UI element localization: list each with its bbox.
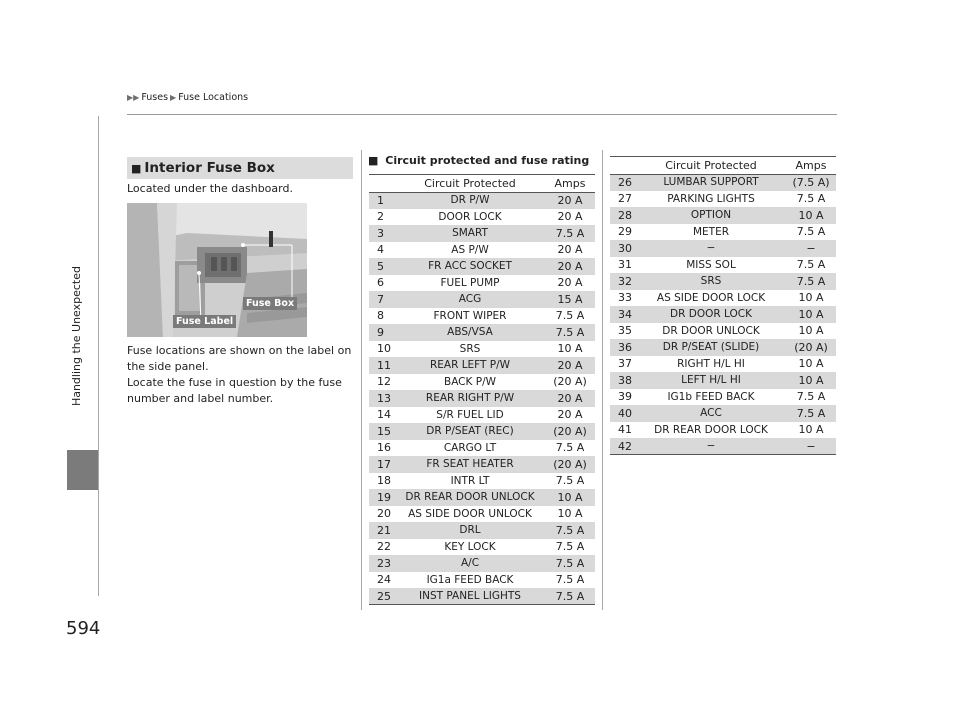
amp-rating: 7.5 A bbox=[786, 191, 836, 208]
fuse-number: 27 bbox=[610, 191, 636, 208]
square-bullet-icon: ■ bbox=[368, 154, 379, 167]
circuit-name: DR REAR DOOR UNLOCK bbox=[395, 489, 545, 506]
table-row bbox=[610, 372, 836, 389]
fuse-number: 29 bbox=[610, 224, 636, 241]
circuit-name: AS SIDE DOOR LOCK bbox=[636, 290, 786, 307]
breadcrumb-arrow-icon: ▶ bbox=[170, 93, 177, 102]
fuse-number: 32 bbox=[610, 273, 636, 290]
square-bullet-icon: ■ bbox=[131, 161, 142, 175]
circuit-name: INST PANEL LIGHTS bbox=[395, 588, 545, 605]
table-row bbox=[369, 473, 595, 490]
fuse-number: 34 bbox=[610, 306, 636, 323]
fuse-box-callout: Fuse Box bbox=[243, 297, 297, 310]
column-divider bbox=[361, 150, 362, 610]
fuse-number: 20 bbox=[369, 506, 395, 523]
section-heading-text: Interior Fuse Box bbox=[144, 160, 275, 176]
amp-rating: 20 A bbox=[545, 242, 595, 259]
table-row bbox=[369, 572, 595, 589]
amp-rating: 10 A bbox=[786, 372, 836, 389]
fuse-number: 33 bbox=[610, 290, 636, 307]
circuit-name: DRL bbox=[395, 522, 545, 539]
location-text: Located under the dashboard. bbox=[127, 182, 293, 195]
fuse-number: 17 bbox=[369, 456, 395, 473]
table-row bbox=[610, 405, 836, 422]
table-title bbox=[368, 154, 589, 167]
fuse-number: 11 bbox=[369, 357, 395, 374]
circuit-name: DR DOOR UNLOCK bbox=[636, 323, 786, 340]
table-row bbox=[369, 423, 595, 440]
amp-rating: 20 A bbox=[545, 357, 595, 374]
amp-rating: (7.5 A) bbox=[786, 174, 836, 191]
circuit-name: REAR RIGHT P/W bbox=[395, 390, 545, 407]
amp-rating: 7.5 A bbox=[545, 572, 595, 589]
amp-rating: − bbox=[786, 240, 836, 257]
circuit-name: A/C bbox=[395, 555, 545, 572]
fuse-label-callout: Fuse Label bbox=[173, 315, 236, 328]
circuit-name: IG1a FEED BACK bbox=[395, 572, 545, 589]
circuit-name: KEY LOCK bbox=[395, 539, 545, 556]
fuse-number: 21 bbox=[369, 522, 395, 539]
note-line: the side panel. bbox=[127, 360, 209, 373]
table-row bbox=[369, 555, 595, 572]
table-row bbox=[610, 339, 836, 356]
circuit-name: DR P/SEAT (REC) bbox=[395, 423, 545, 440]
column-header-number bbox=[369, 175, 395, 192]
amp-rating: 10 A bbox=[545, 506, 595, 523]
fuse-number: 22 bbox=[369, 539, 395, 556]
fuse-number: 15 bbox=[369, 423, 395, 440]
fuse-number: 31 bbox=[610, 257, 636, 274]
table-row bbox=[610, 207, 836, 224]
fuse-number: 26 bbox=[610, 174, 636, 191]
circuit-name: FUEL PUMP bbox=[395, 275, 545, 292]
table-row bbox=[610, 389, 836, 406]
fuse-number: 35 bbox=[610, 323, 636, 340]
table-row bbox=[610, 273, 836, 290]
amp-rating: 20 A bbox=[545, 390, 595, 407]
amp-rating: 7.5 A bbox=[545, 225, 595, 242]
table-row bbox=[369, 456, 595, 473]
breadcrumb-item-fuse-locations[interactable]: Fuse Locations bbox=[178, 92, 249, 103]
circuit-name: DR DOOR LOCK bbox=[636, 306, 786, 323]
table-row bbox=[369, 225, 595, 242]
fuse-number: 7 bbox=[369, 291, 395, 308]
table-row bbox=[369, 258, 595, 275]
circuit-name: SRS bbox=[395, 341, 545, 358]
fuse-number: 41 bbox=[610, 422, 636, 439]
amp-rating: 10 A bbox=[786, 207, 836, 224]
circuit-name: PARKING LIGHTS bbox=[636, 191, 786, 208]
circuit-name: FR SEAT HEATER bbox=[395, 456, 545, 473]
circuit-name: METER bbox=[636, 224, 786, 241]
chapter-side-tab bbox=[67, 116, 99, 596]
table-title-text: Circuit protected and fuse rating bbox=[385, 154, 590, 167]
circuit-name: S/R FUEL LID bbox=[395, 407, 545, 424]
amp-rating: 7.5 A bbox=[545, 522, 595, 539]
table-row bbox=[369, 192, 595, 209]
fuse-number: 24 bbox=[369, 572, 395, 589]
amp-rating: (20 A) bbox=[545, 374, 595, 391]
table-row bbox=[369, 522, 595, 539]
fuse-number: 14 bbox=[369, 407, 395, 424]
table-row bbox=[369, 489, 595, 506]
table-row bbox=[610, 290, 836, 307]
table-row bbox=[369, 308, 595, 325]
fuse-number: 4 bbox=[369, 242, 395, 259]
fuse-box-photo bbox=[127, 203, 307, 337]
fuse-number: 30 bbox=[610, 240, 636, 257]
circuit-name: FR ACC SOCKET bbox=[395, 258, 545, 275]
fuse-number: 9 bbox=[369, 324, 395, 341]
circuit-name: BACK P/W bbox=[395, 374, 545, 391]
fuse-number: 1 bbox=[369, 192, 395, 209]
amp-rating: 7.5 A bbox=[545, 440, 595, 457]
circuit-name: MISS SOL bbox=[636, 257, 786, 274]
circuit-name: IG1b FEED BACK bbox=[636, 389, 786, 406]
table-row bbox=[610, 422, 836, 439]
note-line: Locate the fuse in question by the fuse bbox=[127, 376, 342, 389]
fuse-number: 12 bbox=[369, 374, 395, 391]
column-header-circuit: Circuit Protected bbox=[636, 157, 786, 174]
amp-rating: 20 A bbox=[545, 209, 595, 226]
circuit-name: AS P/W bbox=[395, 242, 545, 259]
table-row bbox=[369, 341, 595, 358]
amp-rating: 7.5 A bbox=[545, 324, 595, 341]
breadcrumb-arrow-icon: ▶▶ bbox=[127, 93, 140, 102]
table-row bbox=[610, 191, 836, 208]
table-row bbox=[369, 209, 595, 226]
amp-rating: 7.5 A bbox=[545, 588, 595, 605]
table-row bbox=[610, 174, 836, 191]
fuse-table-right bbox=[610, 157, 836, 455]
circuit-name: REAR LEFT P/W bbox=[395, 357, 545, 374]
note-line: Fuse locations are shown on the label on bbox=[127, 344, 352, 357]
amp-rating: 7.5 A bbox=[786, 257, 836, 274]
circuit-name: SMART bbox=[395, 225, 545, 242]
table-row bbox=[369, 407, 595, 424]
amp-rating: 7.5 A bbox=[545, 473, 595, 490]
circuit-name: ABS/VSA bbox=[395, 324, 545, 341]
fuse-number: 36 bbox=[610, 339, 636, 356]
circuit-name: RIGHT H/L HI bbox=[636, 356, 786, 373]
amp-rating: 10 A bbox=[786, 356, 836, 373]
fuse-number: 8 bbox=[369, 308, 395, 325]
fuse-number: 37 bbox=[610, 356, 636, 373]
note-line: number and label number. bbox=[127, 392, 274, 405]
table-row bbox=[369, 275, 595, 292]
circuit-name: DR P/SEAT (SLIDE) bbox=[636, 339, 786, 356]
column-header-amps: Amps bbox=[786, 157, 836, 174]
table-row bbox=[610, 240, 836, 257]
column-divider bbox=[602, 150, 603, 610]
circuit-name: LEFT H/L HI bbox=[636, 372, 786, 389]
breadcrumb-item-fuses[interactable]: Fuses bbox=[141, 92, 169, 103]
table-row bbox=[610, 438, 836, 455]
amp-rating: 7.5 A bbox=[786, 273, 836, 290]
fuse-number: 6 bbox=[369, 275, 395, 292]
fuse-number: 42 bbox=[610, 438, 636, 455]
amp-rating: 20 A bbox=[545, 275, 595, 292]
table-header-row bbox=[610, 157, 836, 174]
table-row bbox=[610, 224, 836, 241]
fuse-table-left bbox=[369, 175, 595, 605]
amp-rating: 7.5 A bbox=[786, 405, 836, 422]
amp-rating: 7.5 A bbox=[545, 539, 595, 556]
column-header-circuit: Circuit Protected bbox=[395, 175, 545, 192]
table-row bbox=[369, 357, 595, 374]
table-row bbox=[610, 306, 836, 323]
amp-rating: 15 A bbox=[545, 291, 595, 308]
amp-rating: 10 A bbox=[786, 290, 836, 307]
amp-rating: (20 A) bbox=[545, 456, 595, 473]
section-heading bbox=[127, 157, 353, 179]
fuse-number: 39 bbox=[610, 389, 636, 406]
column-header-amps: Amps bbox=[545, 175, 595, 192]
amp-rating: 7.5 A bbox=[545, 308, 595, 325]
table-header-row bbox=[369, 175, 595, 192]
fuse-number: 25 bbox=[369, 588, 395, 605]
amp-rating: (20 A) bbox=[545, 423, 595, 440]
amp-rating: 7.5 A bbox=[786, 389, 836, 406]
amp-rating: 10 A bbox=[545, 341, 595, 358]
table-row bbox=[369, 390, 595, 407]
chapter-label: Handling the Unexpected bbox=[70, 266, 83, 407]
table-row bbox=[369, 440, 595, 457]
amp-rating: 10 A bbox=[786, 323, 836, 340]
fuse-number: 19 bbox=[369, 489, 395, 506]
amp-rating: 10 A bbox=[786, 306, 836, 323]
circuit-name: − bbox=[636, 240, 786, 257]
amp-rating: 20 A bbox=[545, 192, 595, 209]
circuit-name: − bbox=[636, 438, 786, 455]
circuit-name: ACC bbox=[636, 405, 786, 422]
fuse-number: 10 bbox=[369, 341, 395, 358]
circuit-name: ACG bbox=[395, 291, 545, 308]
table-row bbox=[369, 324, 595, 341]
amp-rating: 20 A bbox=[545, 258, 595, 275]
circuit-name: OPTION bbox=[636, 207, 786, 224]
amp-rating: 7.5 A bbox=[545, 555, 595, 572]
table-row bbox=[610, 323, 836, 340]
circuit-name: DOOR LOCK bbox=[395, 209, 545, 226]
fuse-number: 23 bbox=[369, 555, 395, 572]
amp-rating: 10 A bbox=[545, 489, 595, 506]
circuit-name: DR REAR DOOR LOCK bbox=[636, 422, 786, 439]
table-row bbox=[369, 374, 595, 391]
table-row bbox=[369, 242, 595, 259]
table-row bbox=[369, 588, 595, 605]
table-row bbox=[369, 291, 595, 308]
amp-rating: 7.5 A bbox=[786, 224, 836, 241]
fuse-number: 40 bbox=[610, 405, 636, 422]
fuse-number: 16 bbox=[369, 440, 395, 457]
breadcrumb bbox=[127, 92, 248, 103]
fuse-number: 5 bbox=[369, 258, 395, 275]
chapter-marker bbox=[67, 450, 98, 490]
page-number: 594 bbox=[66, 618, 101, 639]
fuse-number: 28 bbox=[610, 207, 636, 224]
circuit-name: AS SIDE DOOR UNLOCK bbox=[395, 506, 545, 523]
fuse-number: 2 bbox=[369, 209, 395, 226]
fuse-number: 18 bbox=[369, 473, 395, 490]
column-header-number bbox=[610, 157, 636, 174]
amp-rating: 20 A bbox=[545, 407, 595, 424]
circuit-name: CARGO LT bbox=[395, 440, 545, 457]
circuit-name: FRONT WIPER bbox=[395, 308, 545, 325]
table-row bbox=[369, 539, 595, 556]
table-row bbox=[610, 356, 836, 373]
amp-rating: − bbox=[786, 438, 836, 455]
circuit-name: SRS bbox=[636, 273, 786, 290]
circuit-name: INTR LT bbox=[395, 473, 545, 490]
fuse-number: 13 bbox=[369, 390, 395, 407]
instruction-note bbox=[127, 343, 353, 407]
amp-rating: 10 A bbox=[786, 422, 836, 439]
circuit-name: LUMBAR SUPPORT bbox=[636, 174, 786, 191]
amp-rating: (20 A) bbox=[786, 339, 836, 356]
fuse-number: 3 bbox=[369, 225, 395, 242]
fuse-number: 38 bbox=[610, 372, 636, 389]
table-row bbox=[610, 257, 836, 274]
circuit-name: DR P/W bbox=[395, 192, 545, 209]
table-row bbox=[369, 506, 595, 523]
header-rule bbox=[127, 114, 837, 115]
